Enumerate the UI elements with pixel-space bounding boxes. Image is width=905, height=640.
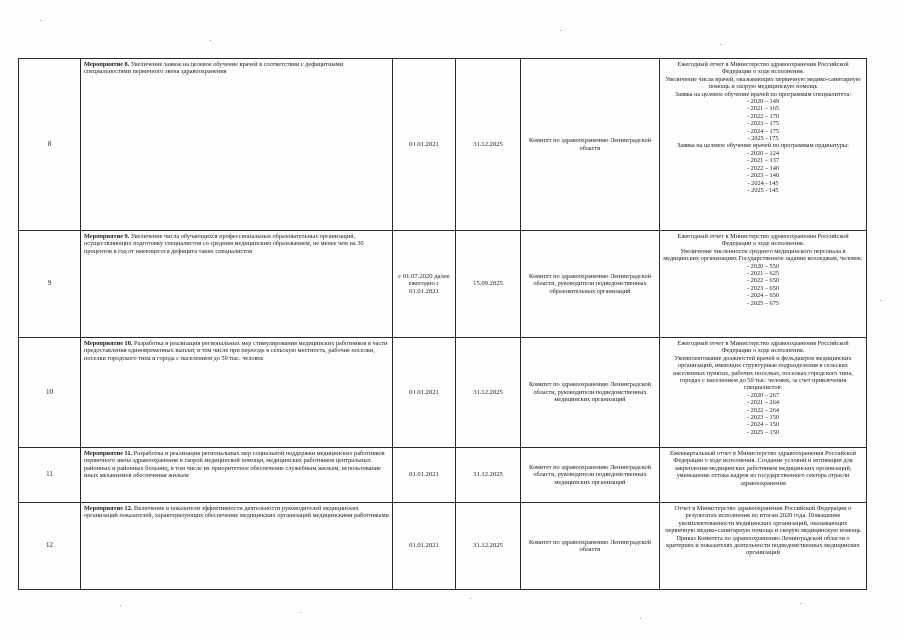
result-line: Ежеквартальный отчет в Министерство здравоохранения Российской Федерации о ходе исполнения. Создание условий и мотивации для закрепления медицинских работников медицинских организаций, уменьшение оттока кадров из государственного сектора отрасли здравоохранения — [669, 450, 857, 487]
expected-result — [660, 448, 867, 503]
scan-speck — [470, 598, 471, 599]
result-line: - 2025 – 150 — [746, 428, 779, 436]
responsible-executor: Комитет по здравоохранению Ленинградской области — [521, 59, 660, 231]
result-line: - 2021 – 165 — [746, 105, 779, 113]
start-date: 01.01.2021 — [393, 503, 456, 590]
result-line: Ежегодный отчет в Министерство здравоохранения Российской Федерации о ходе исполнения. — [677, 61, 849, 76]
result-line: - 2023 – 150 — [746, 414, 779, 422]
row-number: 9 — [19, 231, 81, 338]
activity-title: Мероприятие 10. — [84, 340, 133, 347]
scan-speck — [880, 300, 881, 301]
activity-description — [81, 231, 393, 338]
activity-text: Увеличение числа обучающихся профессиональных образовательных организаций, осуществляющих подготовку специалистов со средним медицинским образованием, не менее чем на 30 процентов в год от имеющегося дефицита таких специалистов — [84, 233, 364, 255]
result-line: - 2025 - 175 — [747, 135, 779, 143]
expected-result — [660, 231, 867, 338]
start-date: 01.01.2021 — [393, 338, 456, 448]
activity-title: Мероприятие 11. — [84, 450, 133, 457]
result-line: Увеличение численности среднего медицинского персонала в медицинских организациях Государственное задание колледжам, человек: — [663, 247, 863, 263]
table-row — [19, 59, 867, 231]
result-line: - 2021 – 137 — [746, 157, 779, 165]
row-number: 10 — [19, 338, 81, 448]
result-line: - 2024 – 150 — [746, 421, 779, 429]
responsible-executor: Комитет по здравоохранению Ленинградской области — [521, 503, 660, 590]
result-line: - 2023 – 175 — [746, 120, 779, 128]
expected-result — [660, 338, 867, 448]
result-line: Укомплектование должностей врачей и фельдшеров медицинских организаций, имеющих структурные подразделения в сельских населенных пунктах, рабочих поселках, поселках городского типа, городах с населением до 50 тыс. человек, за счет привлечения специалистов: — [673, 354, 853, 392]
row-number: 12 — [19, 503, 81, 590]
table-row — [19, 338, 867, 448]
result-line: Заявка на целевое обучение врачей по программам ординатуры: — [677, 142, 849, 150]
scan-speck — [120, 605, 121, 606]
responsible-executor: Комитет по здравоохранению Ленинградской области, руководители подведомственных медицинских организаций — [521, 338, 660, 448]
result-line: - 2024 - 145 — [747, 179, 779, 187]
scan-speck — [640, 618, 641, 619]
scan-speck — [210, 40, 211, 41]
table-row — [19, 448, 867, 503]
row-number: 8 — [19, 59, 81, 231]
scan-speck — [300, 612, 301, 613]
result-line: - 2020 – 550 — [746, 262, 779, 270]
start-date: 01.01.2021 — [393, 59, 456, 231]
result-line: - 2021 – 625 — [746, 270, 779, 278]
result-line: - 2025 - 145 — [747, 186, 779, 194]
result-line: - 2022 – 264 — [746, 406, 779, 414]
result-line: - 2022 – 170 — [746, 112, 779, 120]
end-date: 31.12.2025 — [456, 338, 521, 448]
result-line: - 2022 – 650 — [746, 277, 779, 285]
result-line: - 2023 – 650 — [746, 284, 779, 292]
activity-description — [81, 448, 393, 503]
result-line: - 2024 – 650 — [746, 292, 779, 300]
activity-text: Увеличение заявок на целевое обучение врачей в соответствии с дефицитными специальностями первичного звена здравоохранения — [84, 61, 344, 76]
activity-text: Разработка и реализация региональных мер стимулирования медицинских работников в части предоставления единовременных выплат, в том числе при переезде в сельскую местность, рабочие поселки, поселки городского типа и города с населением до 50 тыс. человек — [84, 340, 388, 362]
result-line: Увеличение числа врачей, оказывающих первичную медико-санитарную помощь и скорую медицинскую помощь — [665, 75, 861, 91]
result-line: Заявка на целевое обучение врачей по программам специалитета: — [675, 90, 851, 98]
result-line: - 2025 – 675 — [746, 299, 779, 307]
start-date: 01.01.2021 — [393, 448, 456, 503]
expected-result — [660, 59, 867, 231]
result-line: - 2021 – 264 — [746, 399, 779, 407]
end-date: 31.12.2025 — [456, 503, 521, 590]
result-line: - 2020 – 124 — [746, 149, 779, 157]
activity-description — [81, 338, 393, 448]
result-line: - 2020 – 267 — [746, 391, 779, 399]
activity-text: Разработка и реализация региональных мер социальной поддержки медицинских работников первичного звена здравоохранения и скорой медицинской помощи, медицинских работников центральных районных и районных больниц, в том числе их приоритетное обеспечение служебным жильем, использование иных механизмов обеспечения жильем — [84, 450, 385, 480]
result-line: Ежегодный отчет в Министерство здравоохранения Российской Федерации о ходе исполнения. — [677, 233, 849, 248]
result-line: Ежегодный отчет в Министерство здравоохранения Российской Федерации о ходе исполнения. — [677, 340, 849, 355]
activities-table — [18, 58, 867, 590]
scan-speck — [40, 20, 41, 21]
activity-title: Мероприятие 12. — [84, 505, 133, 512]
table-row — [19, 231, 867, 338]
result-line: - 2020 – 149 — [746, 98, 779, 106]
responsible-executor: Комитет по здравоохранению Ленинградской области, руководители подведомственных медицинских организаций — [521, 448, 660, 503]
activity-text: Включение в показатели эффективности деятельности руководителей медицинских организаций показателей, характеризующих обеспечение медицинских организаций медицинскими работниками — [84, 505, 389, 520]
end-date: 31.12.2025 — [456, 59, 521, 231]
activity-description — [81, 503, 393, 590]
activity-title: Мероприятие 9. — [84, 233, 130, 240]
table-row — [19, 503, 867, 590]
responsible-executor: Комитет по здравоохранению Ленинградской области, руководители подведомственных образовательных организаций — [521, 231, 660, 338]
activity-title: Мероприятие 8. — [84, 61, 130, 68]
scan-speck — [800, 603, 801, 604]
expected-result — [660, 503, 867, 590]
result-line: Отчет в Министерство здравоохранения Российской Федерации о результатах исполнения по итогам 2020 года. Повышение укомплектованности медицинских организаций, оказывающих первичную медико-санитарную помощь и скорую медицинскую помощь — [665, 505, 861, 535]
result-line: - 2022 – 140 — [746, 164, 779, 172]
row-number: 11 — [19, 448, 81, 503]
scan-speck — [720, 44, 721, 45]
end-date: 31.12.2025 — [456, 448, 521, 503]
start-date: с 01.07.2020 далее ежегодно с 01.01.2021 — [393, 231, 456, 338]
result-line: Приказ Комитета по здравоохранению Ленинградской области о критериях и показателях деятельности подведомственных медицинских организаций — [666, 534, 860, 557]
result-line: - 2024 – 175 — [746, 127, 779, 135]
activity-description — [81, 59, 393, 231]
result-line: - 2023 – 140 — [746, 172, 779, 180]
end-date: 15.09.2025 — [456, 231, 521, 338]
scan-speck — [560, 30, 561, 31]
